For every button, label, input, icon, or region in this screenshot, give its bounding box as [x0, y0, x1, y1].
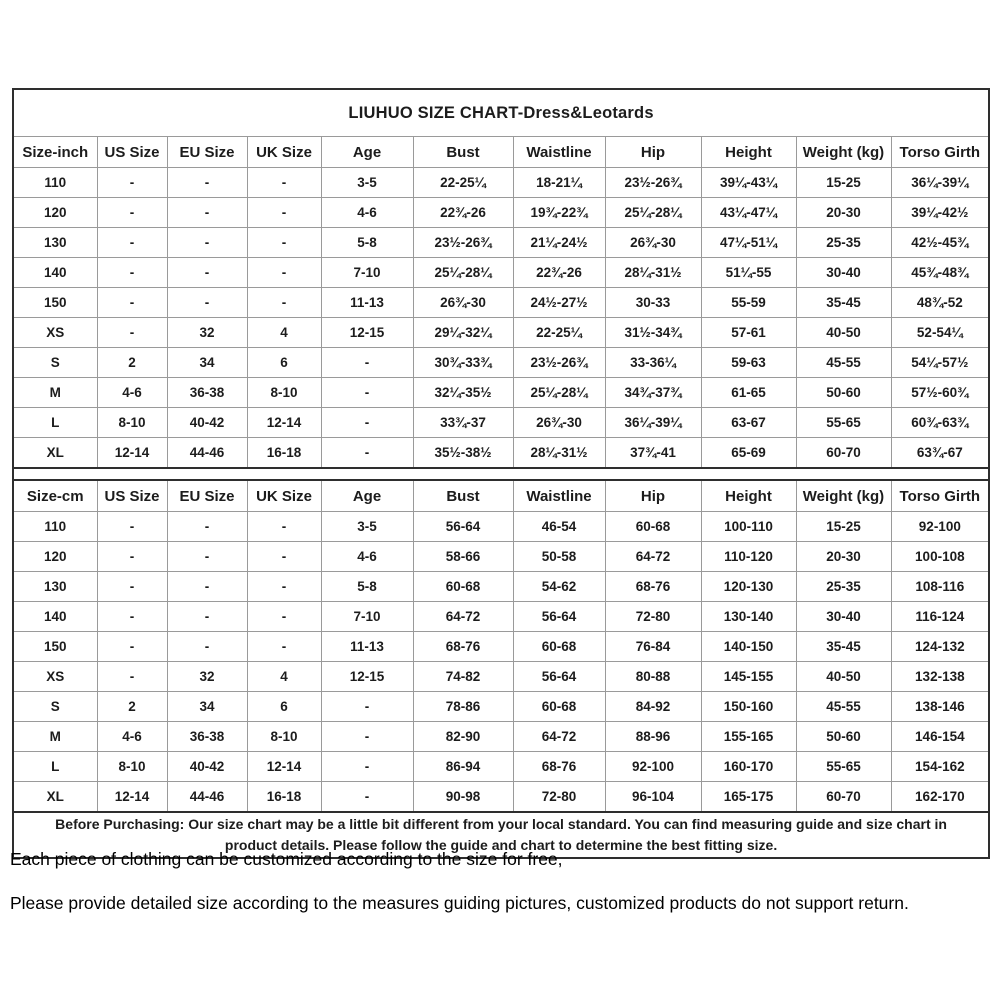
- table-cell: 40-50: [796, 318, 891, 348]
- table-cell: 150: [13, 288, 97, 318]
- table-row: [13, 168, 989, 198]
- table-cell: 23½-26¾: [413, 228, 513, 258]
- table-cell: 2: [97, 692, 167, 722]
- table-cell: 3-5: [321, 168, 413, 198]
- header-cell: Size-cm: [13, 480, 97, 512]
- table-cell: 60-70: [796, 438, 891, 469]
- table-cell: 39¼-43¼: [701, 168, 796, 198]
- table-row: [13, 228, 989, 258]
- table-cell: XS: [13, 318, 97, 348]
- header-row: [13, 480, 989, 512]
- table-cell: 8-10: [247, 722, 321, 752]
- table-cell: 43¼-47¼: [701, 198, 796, 228]
- table-cell: 74-82: [413, 662, 513, 692]
- table-cell: 60-68: [413, 572, 513, 602]
- table-cell: 50-60: [796, 378, 891, 408]
- table-cell: -: [321, 722, 413, 752]
- table-cell: -: [167, 168, 247, 198]
- table-cell: 11-13: [321, 632, 413, 662]
- table-cell: 8-10: [97, 408, 167, 438]
- table-cell: -: [97, 632, 167, 662]
- table-cell: 162-170: [891, 782, 989, 813]
- table-cell: -: [97, 318, 167, 348]
- table-cell: 88-96: [605, 722, 701, 752]
- table-cell: 80-88: [605, 662, 701, 692]
- table-cell: 120: [13, 542, 97, 572]
- table-row: [13, 258, 989, 288]
- table-cell: 5-8: [321, 572, 413, 602]
- table-cell: 52-54¼: [891, 318, 989, 348]
- table-cell: 22¾-26: [513, 258, 605, 288]
- table-cell: 154-162: [891, 752, 989, 782]
- table-cell: 8-10: [247, 378, 321, 408]
- header-cell: Bust: [413, 480, 513, 512]
- table-cell: L: [13, 752, 97, 782]
- table-cell: -: [321, 692, 413, 722]
- table-cell: M: [13, 378, 97, 408]
- table-cell: 56-64: [513, 662, 605, 692]
- table-cell: 35½-38½: [413, 438, 513, 469]
- header-cell: EU Size: [167, 137, 247, 168]
- table-cell: 20-30: [796, 198, 891, 228]
- table-cell: 150: [13, 632, 97, 662]
- table-cell: 45-55: [796, 692, 891, 722]
- table-cell: 51¼-55: [701, 258, 796, 288]
- table-cell: 25-35: [796, 228, 891, 258]
- table-cell: -: [247, 512, 321, 542]
- table-cell: -: [97, 288, 167, 318]
- table-cell: -: [167, 632, 247, 662]
- table-cell: 25¼-28¼: [605, 198, 701, 228]
- table-cell: 8-10: [97, 752, 167, 782]
- table-row: [13, 378, 989, 408]
- table-cell: 34: [167, 348, 247, 378]
- table-cell: 110-120: [701, 542, 796, 572]
- table-cell: 100-110: [701, 512, 796, 542]
- table-cell: -: [247, 258, 321, 288]
- table-cell: -: [247, 542, 321, 572]
- header-cell: Hip: [605, 480, 701, 512]
- table-cell: 21¼-24½: [513, 228, 605, 258]
- table-cell: 7-10: [321, 258, 413, 288]
- table-cell: -: [247, 572, 321, 602]
- table-cell: 140-150: [701, 632, 796, 662]
- table-cell: 146-154: [891, 722, 989, 752]
- table-cell: 92-100: [891, 512, 989, 542]
- header-cell: Torso Girth: [891, 480, 989, 512]
- table-cell: 29¼-32¼: [413, 318, 513, 348]
- table-cell: 22-25¼: [513, 318, 605, 348]
- table-cell: L: [13, 408, 97, 438]
- table-cell: 108-116: [891, 572, 989, 602]
- table-cell: 44-46: [167, 438, 247, 469]
- table-cell: -: [97, 662, 167, 692]
- table-cell: 120: [13, 198, 97, 228]
- table-cell: 65-69: [701, 438, 796, 469]
- table-cell: 86-94: [413, 752, 513, 782]
- table-cell: 145-155: [701, 662, 796, 692]
- table-cell: M: [13, 722, 97, 752]
- table-cell: 124-132: [891, 632, 989, 662]
- table-cell: -: [321, 438, 413, 469]
- table-cell: 4: [247, 662, 321, 692]
- table-cell: 32¼-35½: [413, 378, 513, 408]
- table-cell: 59-63: [701, 348, 796, 378]
- table-cell: 2: [97, 348, 167, 378]
- table-cell: -: [247, 168, 321, 198]
- table-cell: 120-130: [701, 572, 796, 602]
- table-cell: 15-25: [796, 512, 891, 542]
- table-cell: 84-92: [605, 692, 701, 722]
- table-cell: 28¼-31½: [513, 438, 605, 469]
- header-cell: US Size: [97, 137, 167, 168]
- table-cell: 4-6: [321, 542, 413, 572]
- table-cell: 15-25: [796, 168, 891, 198]
- table-cell: 12-14: [97, 438, 167, 469]
- table-cell: -: [321, 408, 413, 438]
- custom-size-note-2: Please provide detailed size according to the measures guiding pictures, customized products do not support return.: [10, 893, 909, 913]
- table-cell: 100-108: [891, 542, 989, 572]
- table-cell: 7-10: [321, 602, 413, 632]
- table-cell: 25-35: [796, 572, 891, 602]
- table-row: [13, 512, 989, 542]
- header-cell: Height: [701, 480, 796, 512]
- table-cell: 64-72: [513, 722, 605, 752]
- table-cell: 36-38: [167, 722, 247, 752]
- table-cell: 35-45: [796, 288, 891, 318]
- table-cell: XL: [13, 782, 97, 813]
- table-cell: 34: [167, 692, 247, 722]
- table-cell: 58-66: [413, 542, 513, 572]
- table-cell: 23½-26¾: [513, 348, 605, 378]
- table-cell: 12-14: [247, 752, 321, 782]
- table-cell: 132-138: [891, 662, 989, 692]
- table-cell: -: [97, 602, 167, 632]
- header-cell: Age: [321, 137, 413, 168]
- table-cell: 64-72: [413, 602, 513, 632]
- table-cell: 6: [247, 348, 321, 378]
- table-cell: 3-5: [321, 512, 413, 542]
- table-cell: 12-14: [97, 782, 167, 813]
- table-cell: 90-98: [413, 782, 513, 813]
- header-cell: UK Size: [247, 480, 321, 512]
- table-cell: 56-64: [513, 602, 605, 632]
- table-cell: 32: [167, 318, 247, 348]
- table-cell: -: [167, 542, 247, 572]
- table-cell: 33-36¼: [605, 348, 701, 378]
- table-cell: 82-90: [413, 722, 513, 752]
- table-cell: XS: [13, 662, 97, 692]
- table-cell: 30-33: [605, 288, 701, 318]
- table-cell: 68-76: [513, 752, 605, 782]
- table-cell: 48¾-52: [891, 288, 989, 318]
- table-cell: 26¾-30: [413, 288, 513, 318]
- table-cell: 12-14: [247, 408, 321, 438]
- table-cell: 31½-34¾: [605, 318, 701, 348]
- table-cell: 30-40: [796, 602, 891, 632]
- table-cell: 16-18: [247, 782, 321, 813]
- table-cell: 35-45: [796, 632, 891, 662]
- table-row: [13, 408, 989, 438]
- table-cell: XL: [13, 438, 97, 469]
- table-row: [13, 542, 989, 572]
- table-cell: 36-38: [167, 378, 247, 408]
- table-cell: 26¾-30: [513, 408, 605, 438]
- table-cell: 5-8: [321, 228, 413, 258]
- table-cell: -: [167, 228, 247, 258]
- header-cell: Weight (kg): [796, 137, 891, 168]
- table-cell: 30-40: [796, 258, 891, 288]
- table-cell: 42½-45¾: [891, 228, 989, 258]
- table-cell: -: [321, 348, 413, 378]
- customization-notes: [10, 846, 990, 934]
- table-cell: -: [97, 572, 167, 602]
- table-cell: 116-124: [891, 602, 989, 632]
- table-cell: 20-30: [796, 542, 891, 572]
- table-cell: -: [167, 602, 247, 632]
- table-cell: 96-104: [605, 782, 701, 813]
- table-cell: 57½-60¾: [891, 378, 989, 408]
- table-row: [13, 348, 989, 378]
- header-cell: Age: [321, 480, 413, 512]
- table-cell: 110: [13, 168, 97, 198]
- table-cell: 60-68: [513, 692, 605, 722]
- table-cell: 72-80: [605, 602, 701, 632]
- table-row: [13, 602, 989, 632]
- table-cell: 64-72: [605, 542, 701, 572]
- table-cell: 18-21¼: [513, 168, 605, 198]
- size-chart-table: [12, 88, 990, 859]
- table-cell: 47¼-51¼: [701, 228, 796, 258]
- table-cell: -: [321, 782, 413, 813]
- table-cell: -: [321, 378, 413, 408]
- table-cell: 56-64: [413, 512, 513, 542]
- table-cell: 72-80: [513, 782, 605, 813]
- table-cell: -: [97, 512, 167, 542]
- table-cell: -: [321, 752, 413, 782]
- table-cell: -: [247, 602, 321, 632]
- table-cell: 40-42: [167, 408, 247, 438]
- table-cell: -: [247, 632, 321, 662]
- table-cell: 138-146: [891, 692, 989, 722]
- header-cell: UK Size: [247, 137, 321, 168]
- table-cell: 36¼-39¼: [605, 408, 701, 438]
- table-cell: 130: [13, 572, 97, 602]
- table-cell: 63¾-67: [891, 438, 989, 469]
- table-cell: -: [97, 168, 167, 198]
- table-cell: 4-6: [321, 198, 413, 228]
- table-cell: 4: [247, 318, 321, 348]
- header-cell: Torso Girth: [891, 137, 989, 168]
- table-cell: 110: [13, 512, 97, 542]
- table-cell: 60-70: [796, 782, 891, 813]
- table-cell: 57-61: [701, 318, 796, 348]
- table-cell: -: [247, 228, 321, 258]
- table-cell: 45¾-48¾: [891, 258, 989, 288]
- table-cell: 54¼-57½: [891, 348, 989, 378]
- table-row: [13, 722, 989, 752]
- table-cell: 55-65: [796, 752, 891, 782]
- header-row: [13, 137, 989, 168]
- table-row: [13, 782, 989, 813]
- table-cell: 33¾-37: [413, 408, 513, 438]
- table-cell: 4-6: [97, 378, 167, 408]
- table-row: [13, 752, 989, 782]
- table-cell: 11-13: [321, 288, 413, 318]
- table-cell: 39¼-42½: [891, 198, 989, 228]
- table-cell: 40-50: [796, 662, 891, 692]
- purchase-note-line: Before Purchasing: Our size chart may be a little bit different from your local standard. You can find measuring guide and size chart in: [55, 816, 947, 832]
- table-cell: 46-54: [513, 512, 605, 542]
- table-cell: 160-170: [701, 752, 796, 782]
- table-cell: 23½-26¾: [605, 168, 701, 198]
- table-cell: 130: [13, 228, 97, 258]
- table-cell: 30¾-33¾: [413, 348, 513, 378]
- table-cell: 60-68: [605, 512, 701, 542]
- table-cell: 68-76: [413, 632, 513, 662]
- table-cell: -: [97, 542, 167, 572]
- table-row: [13, 662, 989, 692]
- table-cell: 37¾-41: [605, 438, 701, 469]
- table-cell: 140: [13, 602, 97, 632]
- table-row: [13, 438, 989, 469]
- table-cell: S: [13, 348, 97, 378]
- table-cell: 63-67: [701, 408, 796, 438]
- table-cell: 76-84: [605, 632, 701, 662]
- table-cell: 26¾-30: [605, 228, 701, 258]
- header-cell: Hip: [605, 137, 701, 168]
- table-cell: -: [167, 288, 247, 318]
- table-cell: 60¾-63¾: [891, 408, 989, 438]
- table-cell: 6: [247, 692, 321, 722]
- table-cell: 50-58: [513, 542, 605, 572]
- table-cell: 32: [167, 662, 247, 692]
- table-cell: 45-55: [796, 348, 891, 378]
- table-cell: 25¼-28¼: [413, 258, 513, 288]
- table-cell: S: [13, 692, 97, 722]
- table-cell: 25¼-28¼: [513, 378, 605, 408]
- table-cell: -: [97, 228, 167, 258]
- header-cell: EU Size: [167, 480, 247, 512]
- table-cell: 44-46: [167, 782, 247, 813]
- table-cell: 36¼-39¼: [891, 168, 989, 198]
- header-cell: Height: [701, 137, 796, 168]
- chart-title: LIUHUO SIZE CHART-Dress&Leotards: [13, 89, 989, 137]
- table-cell: 55-59: [701, 288, 796, 318]
- table-row: [13, 318, 989, 348]
- table-cell: 54-62: [513, 572, 605, 602]
- header-cell: Bust: [413, 137, 513, 168]
- table-cell: 40-42: [167, 752, 247, 782]
- purchase-note-line: product details. Please follow the guide and chart to determine the best fitting size.: [224, 837, 778, 853]
- table-cell: 19¾-22¾: [513, 198, 605, 228]
- table-cell: 61-65: [701, 378, 796, 408]
- table-cell: 4-6: [97, 722, 167, 752]
- table-cell: 12-15: [321, 318, 413, 348]
- table-cell: 55-65: [796, 408, 891, 438]
- table-cell: 22¾-26: [413, 198, 513, 228]
- table-cell: 12-15: [321, 662, 413, 692]
- table-row: [13, 692, 989, 722]
- table-cell: 165-175: [701, 782, 796, 813]
- table-cell: -: [97, 198, 167, 228]
- table-row: [13, 198, 989, 228]
- table-cell: 50-60: [796, 722, 891, 752]
- table-cell: 78-86: [413, 692, 513, 722]
- header-cell: Waistline: [513, 480, 605, 512]
- table-cell: 130-140: [701, 602, 796, 632]
- table-cell: -: [167, 198, 247, 228]
- table-cell: 155-165: [701, 722, 796, 752]
- table-cell: 68-76: [605, 572, 701, 602]
- table-cell: -: [167, 258, 247, 288]
- table-cell: 24½-27½: [513, 288, 605, 318]
- header-cell: Size-inch: [13, 137, 97, 168]
- table-cell: 150-160: [701, 692, 796, 722]
- table-cell: -: [97, 258, 167, 288]
- table-cell: 28¼-31½: [605, 258, 701, 288]
- table-cell: 92-100: [605, 752, 701, 782]
- table-cell: -: [167, 512, 247, 542]
- table-cell: -: [167, 572, 247, 602]
- table-cell: 16-18: [247, 438, 321, 469]
- table-row: [13, 572, 989, 602]
- header-cell: Waistline: [513, 137, 605, 168]
- table-cell: -: [247, 198, 321, 228]
- header-cell: Weight (kg): [796, 480, 891, 512]
- table-cell: -: [247, 288, 321, 318]
- table-cell: 140: [13, 258, 97, 288]
- table-cell: 60-68: [513, 632, 605, 662]
- custom-size-note-1: Each piece of clothing can be customized according to the size for free,: [10, 849, 563, 869]
- table-cell: 22-25¼: [413, 168, 513, 198]
- table-row: [13, 288, 989, 318]
- table-cell: 34¾-37¾: [605, 378, 701, 408]
- table-row: [13, 632, 989, 662]
- table-section-gap: [13, 468, 989, 480]
- header-cell: US Size: [97, 480, 167, 512]
